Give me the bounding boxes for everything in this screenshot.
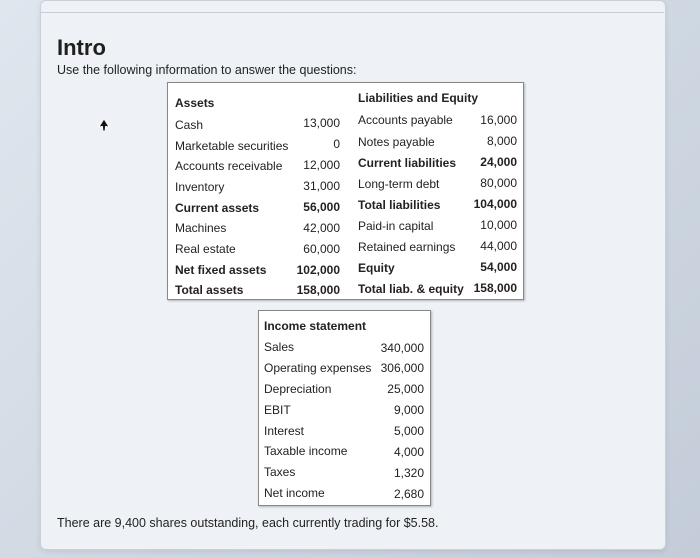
asset-value: 12,000 xyxy=(303,158,340,172)
income-label: EBIT xyxy=(264,403,291,417)
income-value: 4,000 xyxy=(393,445,424,459)
liability-label: Total liabilities xyxy=(358,198,441,212)
instructions-text: Use the following information to answer the questions: xyxy=(57,63,357,77)
asset-label: Total assets xyxy=(175,283,244,297)
income-value: 2,680 xyxy=(393,487,424,501)
liability-value: 8,000 xyxy=(486,134,517,148)
liability-label: Retained earnings xyxy=(358,240,456,254)
liability-value: 16,000 xyxy=(480,113,517,127)
liability-value: 54,000 xyxy=(480,260,517,274)
shares-outstanding-note: There are 9,400 shares outstanding, each currently trading for $5.58. xyxy=(57,516,439,530)
liability-label: Accounts payable xyxy=(358,113,453,127)
asset-label: Marketable securities xyxy=(175,139,289,153)
asset-label: Net fixed assets xyxy=(175,263,267,277)
asset-label: Machines xyxy=(175,221,227,235)
income-statement-header: Income statement xyxy=(264,319,367,333)
asset-label: Cash xyxy=(175,118,204,132)
asset-value: 102,000 xyxy=(296,263,340,277)
asset-label: Current assets xyxy=(175,201,260,215)
income-value: 25,000 xyxy=(387,382,424,396)
asset-value: 13,000 xyxy=(303,116,340,130)
liability-label: Total liab. & equity xyxy=(358,282,464,296)
asset-value: 31,000 xyxy=(303,179,340,193)
income-value: 1,320 xyxy=(393,466,424,480)
liability-value: 10,000 xyxy=(480,218,517,232)
liability-value: 44,000 xyxy=(480,239,517,253)
income-label: Operating expenses xyxy=(264,361,372,375)
liability-label: Current liabilities xyxy=(358,156,457,170)
liability-label: Notes payable xyxy=(358,135,435,149)
asset-value: 56,000 xyxy=(303,200,340,214)
asset-label: Real estate xyxy=(175,242,236,256)
income-value: 306,000 xyxy=(380,361,424,375)
liability-value: 80,000 xyxy=(480,176,517,190)
income-label: Taxable income xyxy=(264,444,348,458)
page-title: Intro xyxy=(57,35,106,60)
balance-sheet-table xyxy=(167,82,524,300)
income-label: Sales xyxy=(264,340,295,354)
income-value: 340,000 xyxy=(380,341,424,355)
liability-value: 104,000 xyxy=(473,197,517,211)
liability-value: 24,000 xyxy=(480,155,517,169)
income-value: 9,000 xyxy=(393,403,424,417)
liability-label: Paid-in capital xyxy=(358,219,434,233)
liability-label: Equity xyxy=(358,261,395,275)
mouse-pointer-icon xyxy=(98,118,112,132)
assets-header: Assets xyxy=(175,96,215,110)
divider xyxy=(40,12,664,13)
income-label: Interest xyxy=(264,424,305,438)
asset-value: 60,000 xyxy=(303,242,340,256)
liabilities-header: Liabilities and Equity xyxy=(358,91,479,105)
income-label: Net income xyxy=(264,486,325,500)
asset-value: 42,000 xyxy=(303,221,340,235)
asset-label: Accounts receivable xyxy=(175,159,283,173)
income-statement-table xyxy=(258,310,431,506)
asset-value: 158,000 xyxy=(296,283,340,297)
asset-value: 0 xyxy=(333,137,340,151)
asset-label: Inventory xyxy=(175,180,225,194)
liability-label: Long-term debt xyxy=(358,177,440,191)
income-label: Taxes xyxy=(264,465,296,479)
income-label: Depreciation xyxy=(264,382,332,396)
income-value: 5,000 xyxy=(393,424,424,438)
liability-value: 158,000 xyxy=(473,281,517,295)
